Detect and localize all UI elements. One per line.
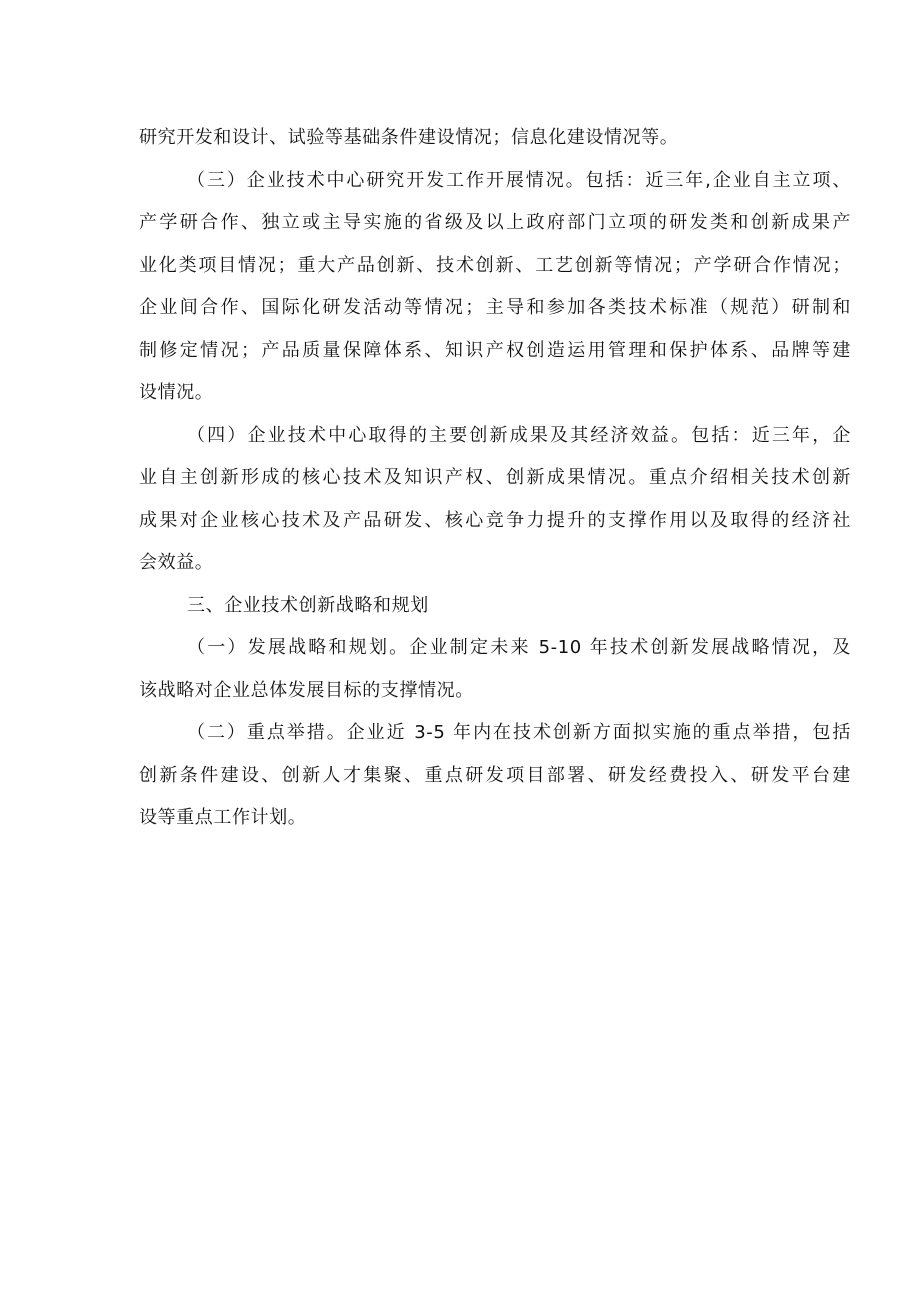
paragraph-line: 设情况。	[139, 382, 214, 403]
paragraph-line: 创新条件建设、创新人才集聚、重点研发项目部署、研发经费投入、研发平台建	[139, 764, 851, 786]
paragraph-line: 制修定情况；产品质量保障体系、知识产权创造运用管理和保护体系、品牌等建	[139, 339, 851, 361]
paragraph-line: 该战略对企业总体发展目标的支撑情况。	[139, 679, 474, 701]
document-body	[139, 117, 851, 840]
paragraph-line: （一）发展战略和规划。企业制定未来 5-10 年技术创新发展战略情况，及	[187, 637, 851, 658]
paragraph-line: （三）企业技术中心研究开发工作开展情况。包括：近三年,企业自主立项、	[187, 169, 851, 191]
paragraph-line: 设等重点工作计划。	[139, 807, 307, 828]
paragraph-line: （四）企业技术中心取得的主要创新成果及其经济效益。包括：近三年，企	[187, 424, 851, 446]
paragraph-line: 业自主创新形成的核心技术及知识产权、创新成果情况。重点介绍相关技术创新	[139, 467, 851, 488]
section-heading: 三、企业技术创新战略和规划	[187, 594, 429, 616]
paragraph-line: 成果对企业核心技术及产品研发、核心竞争力提升的支撑作用以及取得的经济社	[139, 509, 851, 531]
paragraph-line: 会效益。	[139, 552, 214, 573]
paragraph-line: （二）重点举措。企业近 3-5 年内在技术创新方面拟实施的重点举措，包括	[187, 722, 851, 743]
paragraph-line: 业化类项目情况；重大产品创新、技术创新、工艺创新等情况；产学研合作情况；	[139, 254, 851, 276]
paragraph-line: 研究开发和设计、试验等基础条件建设情况；信息化建设情况等。	[139, 127, 679, 148]
paragraph-line: 产学研合作、独立或主导实施的省级及以上政府部门立项的研发类和创新成果产	[139, 212, 851, 233]
paragraph-line: 企业间合作、国际化研发活动等情况；主导和参加各类技术标准（规范）研制和	[139, 297, 851, 318]
